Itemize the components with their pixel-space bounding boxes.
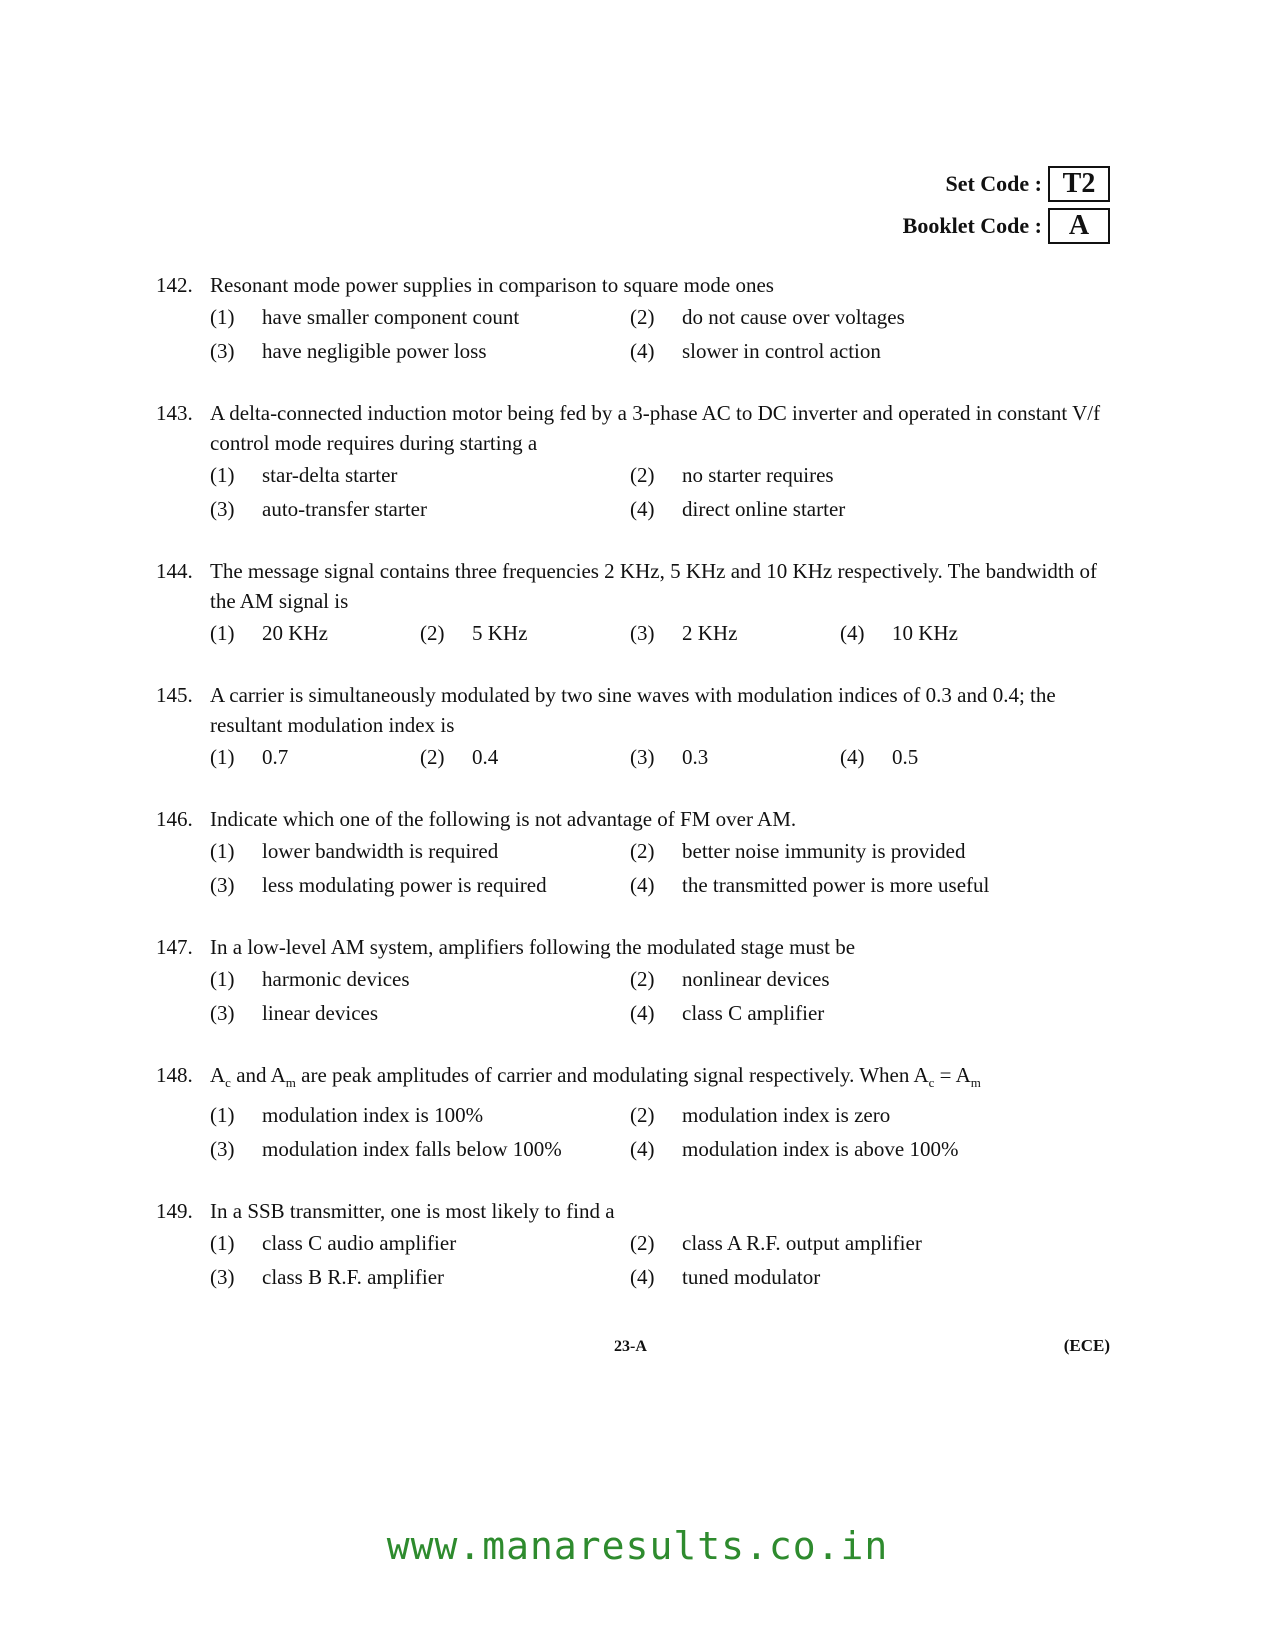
option-3 [630, 742, 840, 772]
option-3 [210, 494, 630, 524]
option-number: (1) [210, 463, 235, 487]
subscript: m [970, 1075, 981, 1091]
set-code-label: Set Code : [945, 171, 1042, 196]
option-3 [630, 618, 840, 648]
question-number: 147. [156, 935, 193, 959]
option-number: (3) [210, 1001, 235, 1025]
question-text: In a SSB transmitter, one is most likely to find a [210, 1199, 615, 1224]
option-number: (3) [210, 1265, 235, 1290]
option-2 [420, 618, 630, 648]
option-1 [210, 1100, 630, 1130]
option-number: (1) [210, 967, 235, 991]
option-number: (2) [420, 745, 445, 769]
option-1 [210, 1228, 630, 1258]
option-text: do not cause over voltages [682, 305, 905, 329]
option-number: (4) [630, 1137, 655, 1162]
subject-code: (ECE) [1063, 1336, 1110, 1355]
page-number: 23-A [614, 1338, 647, 1355]
option-number: (3) [210, 1137, 235, 1162]
question-text: A carrier is simultaneously modulated by two sine waves with modulation indices of 0.3 and 0.4; the resultant modulation index is [210, 683, 1056, 737]
question-number: 143. [156, 401, 193, 425]
question-text [210, 1060, 1118, 1098]
option-4 [630, 1134, 1050, 1164]
option-number: (2) [630, 839, 655, 863]
question-text: The message signal contains three frequencies 2 KHz, 5 KHz and 10 KHz respectively. The bandwidth of the AM signal is [210, 559, 1097, 613]
text-part: and A [230, 1063, 286, 1087]
option-text: star-delta starter [262, 463, 398, 487]
option-text: 20 KHz [262, 621, 328, 645]
option-text: 0.4 [472, 745, 499, 769]
option-number: (4) [840, 621, 865, 645]
question-146 [156, 804, 1118, 900]
option-number: (4) [840, 745, 865, 769]
code-block [903, 166, 1110, 250]
option-text: auto-transfer starter [262, 497, 427, 521]
text-part: are peak amplitudes of carrier and modulating signal respectively. When A [295, 1063, 929, 1087]
booklet-code-label: Booklet Code : [902, 213, 1042, 238]
option-number: (2) [630, 305, 655, 329]
option-2 [630, 1100, 1050, 1130]
option-text: harmonic devices [262, 967, 410, 991]
option-text: 2 KHz [682, 621, 738, 645]
question-143 [156, 398, 1118, 524]
option-2 [630, 460, 1050, 490]
question-142 [156, 270, 1118, 366]
options [210, 836, 1118, 900]
option-text: the transmitted power is more useful [682, 873, 990, 897]
option-1 [210, 618, 420, 648]
option-number: (2) [630, 463, 655, 487]
subscript: c [225, 1075, 231, 1091]
option-4 [630, 998, 1050, 1028]
option-text: 0.7 [262, 745, 289, 769]
option-1 [210, 964, 630, 994]
option-number: (1) [210, 305, 235, 329]
option-text: class B R.F. amplifier [262, 1265, 445, 1290]
question-number: 145. [156, 683, 193, 707]
option-text: 0.3 [682, 745, 709, 769]
option-2 [630, 1228, 1050, 1258]
option-text: linear devices [262, 1001, 379, 1025]
option-number: (2) [420, 621, 445, 645]
option-1 [210, 460, 630, 490]
option-text: 10 KHz [892, 621, 958, 645]
option-number: (2) [630, 1103, 655, 1128]
option-text: have negligible power loss [262, 339, 487, 363]
question-list [156, 270, 1118, 1324]
option-number: (1) [210, 745, 235, 769]
option-3 [210, 1134, 630, 1164]
option-text: modulation index is above 100% [682, 1137, 959, 1162]
option-number: (2) [630, 967, 655, 991]
booklet-code-value: A [1048, 208, 1110, 244]
question-147 [156, 932, 1118, 1028]
option-number: (1) [210, 621, 235, 645]
option-text: modulation index is 100% [262, 1103, 484, 1128]
option-3 [210, 1262, 630, 1292]
option-2 [420, 742, 630, 772]
option-text: tuned modulator [682, 1265, 821, 1290]
options [210, 1100, 1118, 1164]
option-number: (4) [630, 497, 655, 521]
question-number: 142. [156, 273, 193, 297]
option-2 [630, 964, 1050, 994]
option-number: (3) [210, 339, 235, 363]
option-text: modulation index is zero [682, 1103, 891, 1128]
option-3 [210, 336, 630, 366]
option-number: (3) [210, 497, 235, 521]
option-text: 5 KHz [472, 621, 528, 645]
option-text: 0.5 [892, 745, 919, 769]
subscript: m [285, 1075, 296, 1091]
option-number: (3) [630, 621, 655, 645]
option-number: (3) [210, 873, 235, 897]
question-text: A delta-connected induction motor being fed by a 3-phase AC to DC inverter and operated in constant V/f control mode requires during starting a [210, 401, 1101, 455]
option-number: (1) [210, 839, 235, 863]
option-text: class A R.F. output amplifier [682, 1231, 922, 1256]
option-number: (1) [210, 1231, 235, 1256]
options [210, 742, 1118, 772]
option-4 [840, 618, 1050, 648]
question-144 [156, 556, 1118, 648]
option-number: (3) [630, 745, 655, 769]
option-1 [210, 302, 630, 332]
set-code-value: T2 [1048, 166, 1110, 202]
question-text: Resonant mode power supplies in comparison to square mode ones [210, 273, 774, 297]
option-text: class C amplifier [682, 1001, 825, 1025]
question-148 [156, 1060, 1118, 1164]
option-4 [630, 1262, 1050, 1292]
option-number: (1) [210, 1103, 235, 1128]
options [210, 964, 1118, 1028]
option-text: lower bandwidth is required [262, 839, 499, 863]
option-2 [630, 302, 1050, 332]
option-4 [630, 336, 1050, 366]
option-text: class C audio amplifier [262, 1231, 457, 1256]
option-text: have smaller component count [262, 305, 520, 329]
options [210, 618, 1118, 648]
option-1 [210, 836, 630, 866]
option-1 [210, 742, 420, 772]
watermark-url: www.manaresults.co.in [386, 1524, 889, 1568]
question-number: 144. [156, 559, 193, 583]
options [210, 460, 1118, 524]
options [210, 302, 1118, 366]
option-text: nonlinear devices [682, 967, 830, 991]
option-text: less modulating power is required [262, 873, 547, 897]
question-text: In a low-level AM system, amplifiers following the modulated stage must be [210, 935, 856, 959]
option-2 [630, 836, 1050, 866]
subscript: c [928, 1075, 935, 1091]
option-number: (4) [630, 1001, 655, 1025]
option-text: direct online starter [682, 497, 846, 521]
question-number: 146. [156, 807, 193, 831]
option-4 [630, 870, 1050, 900]
option-4 [840, 742, 1050, 772]
question-145 [156, 680, 1118, 772]
question-text: Indicate which one of the following is not advantage of FM over AM. [210, 807, 797, 831]
option-number: (4) [630, 339, 655, 363]
option-number: (4) [630, 1265, 655, 1290]
option-3 [210, 870, 630, 900]
text-part: A [210, 1063, 226, 1087]
question-number: 148. [156, 1063, 193, 1087]
option-text: better noise immunity is provided [682, 839, 966, 863]
option-text: slower in control action [682, 339, 881, 363]
booklet-code-row [903, 208, 1110, 244]
option-4 [630, 494, 1050, 524]
option-number: (4) [630, 873, 655, 897]
question-number: 149. [156, 1199, 193, 1224]
set-code-row [903, 166, 1110, 202]
option-text: no starter requires [682, 463, 834, 487]
option-number: (2) [630, 1231, 655, 1256]
text-part: = A [934, 1063, 971, 1087]
question-149 [156, 1196, 1118, 1292]
option-3 [210, 998, 630, 1028]
option-text: modulation index falls below 100% [262, 1137, 562, 1162]
options [210, 1228, 1118, 1292]
